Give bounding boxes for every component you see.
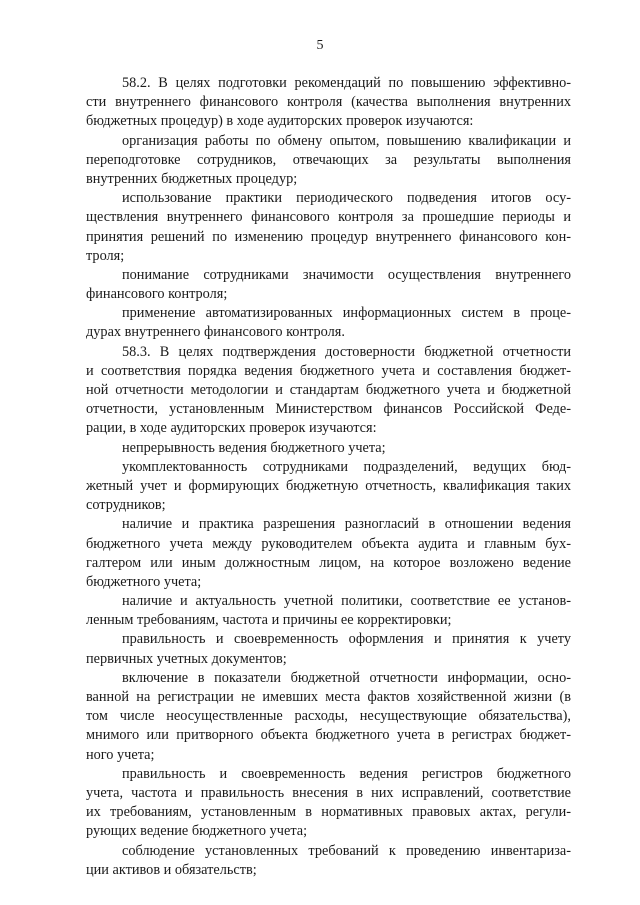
paragraph-line: отчетности, установленным Министерством финансов Российской Феде- <box>86 401 571 418</box>
paragraph-line: и соответствия порядка ведения бюджетного учета и составления бюджет- <box>86 362 571 379</box>
paragraph-line: ванной на регистрации не имевших места фактов хозяйственной жизни (в <box>86 689 571 705</box>
paragraph-line: бюджетного учета; <box>86 573 202 590</box>
paragraph-first-line: соблюдение установленных требований к проведению инвентариза- <box>122 842 571 859</box>
paragraph-first-line: применение автоматизированных информационных систем в проце- <box>122 305 571 322</box>
paragraph-line: рации, в ходе аудиторских проверок изучаются: <box>86 420 377 437</box>
paragraph-first-line: 58.3. В целях подтверждения достоверности бюджетной отчетности <box>122 343 571 360</box>
paragraph-first-line: непрерывность ведения бюджетного учета; <box>122 439 386 456</box>
paragraph-line: сти внутреннего финансового контроля (качества выполнения внутренних <box>86 94 571 111</box>
paragraph-line: ного учета; <box>86 746 155 763</box>
paragraph-line: том числе неосуществленные расходы, несуществующие обязательства), <box>86 708 571 725</box>
paragraph-line: ществления внутреннего финансового контроля за прошедшие периоды и <box>86 209 571 226</box>
paragraph-first-line: наличие и практика разрешения разногласий в отношении ведения <box>122 516 571 533</box>
paragraph-line: галтером или иным должностным лицом, на которое возложено ведение <box>86 554 571 571</box>
paragraph-first-line: укомплектованность сотрудниками подразделений, ведущих бюд- <box>122 458 571 475</box>
paragraph-line: бюджетных процедур) в ходе аудиторских проверок изучаются: <box>86 113 474 130</box>
document-body <box>86 74 571 880</box>
paragraph-line: ции активов и обязательств; <box>86 861 257 878</box>
paragraph-line: рующих ведение бюджетного учета; <box>86 823 308 840</box>
paragraph-line: мнимого или притворного объекта бюджетного учета в регистрах бюджет- <box>86 727 571 744</box>
paragraph-line: жетный учет и формирующих бюджетную отчетность, квалификация таких <box>86 477 571 494</box>
paragraph-first-line: правильность и своевременность оформления и принятия к учету <box>122 631 571 648</box>
paragraph-line: дурах внутреннего финансового контроля. <box>86 324 345 341</box>
paragraph-first-line: включение в показатели бюджетной отчетности информации, осно- <box>122 669 571 686</box>
paragraph-first-line: наличие и актуальность учетной политики, соответствие ее установ- <box>122 593 571 610</box>
paragraph-line: первичных учетных документов; <box>86 650 287 667</box>
paragraph-first-line: правильность и своевременность ведения регистров бюджетного <box>122 765 571 782</box>
page-number: 5 <box>316 38 324 53</box>
paragraph-first-line: использование практики периодического подведения итогов осу- <box>122 190 571 207</box>
paragraph-first-line: 58.2. В целях подготовки рекомендаций по повышению эффективно- <box>122 75 571 91</box>
paragraph-line: сотрудников; <box>86 497 166 514</box>
paragraph-line: ной отчетности методологии и стандартам бюджетного учета и бюджетной <box>86 382 571 398</box>
paragraph-line: их требованиям, установленным в нормативных правовых актах, регули- <box>86 804 571 821</box>
paragraph-line: переподготовке сотрудников, отвечающих за результаты выполнения <box>86 151 571 168</box>
paragraph-first-line: понимание сотрудниками значимости осуществления внутреннего <box>122 266 571 283</box>
paragraph-line: ленным требованиям, частота и причины ее корректировки; <box>86 612 452 629</box>
paragraph-line: бюджетного учета между руководителем объекта аудита и главным бух- <box>86 535 571 552</box>
paragraph-line: принятия решений по изменению процедур внутреннего финансового кон- <box>86 228 571 245</box>
paragraph-line: внутренних бюджетных процедур; <box>86 170 298 187</box>
paragraph-first-line: организация работы по обмену опытом, повышению квалификации и <box>122 132 571 149</box>
paragraph-line: финансового контроля; <box>86 286 228 303</box>
paragraph-line: учета, частота и правильность внесения в них исправлений, соответствие <box>86 784 571 801</box>
paragraph-line: троля; <box>86 247 125 264</box>
